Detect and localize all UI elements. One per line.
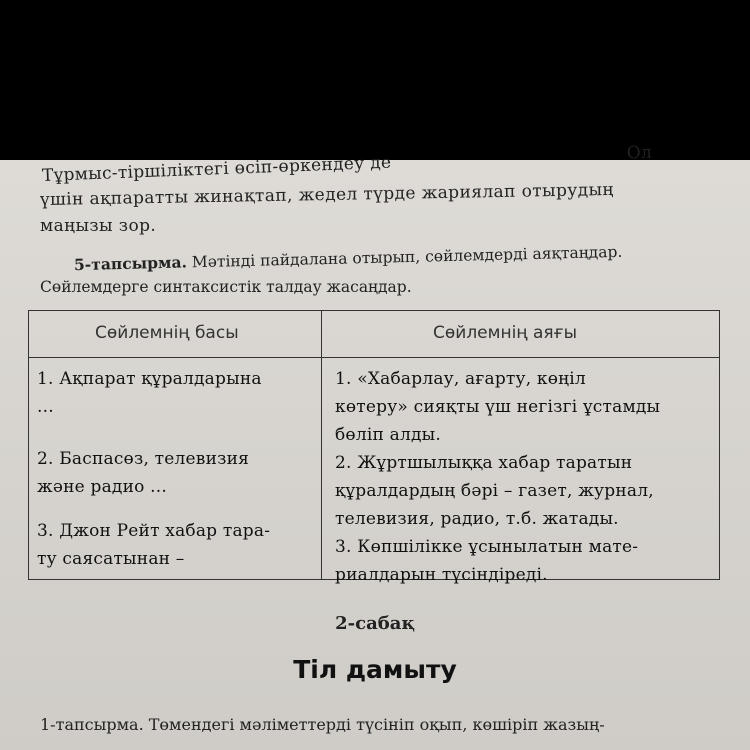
left-item-2: 2. Баспасөз, телевизия және радио ...	[37, 449, 250, 497]
sentence-table	[28, 310, 720, 585]
task5-label: 5-тапсырма.	[73, 252, 188, 275]
right-line-2: көтеру» сияқты үш негізгі ұстамды	[335, 397, 661, 417]
table-header-left: Сөйлемнің басы	[95, 323, 239, 343]
table-header-divider	[29, 357, 719, 358]
right-line-6: телевизия, радио, т.б. жатады.	[335, 509, 619, 529]
right-line-5: құралдардың бәрі – газет, журнал,	[335, 481, 654, 501]
right-line-3: бөліп алды.	[335, 425, 441, 445]
textbook-page	[0, 142, 750, 750]
task5-line-2: Сөйлемдерге синтаксистік талдау жасаңдар.	[40, 278, 412, 296]
section-title: Тіл дамыту	[293, 655, 457, 684]
task1-line: 1-тапсырма. Төмендегі мәліметтерді түсініп оқып, көшіріп жазың-	[40, 715, 605, 734]
left-item-3: 3. Джон Рейт хабар тара- ту саясатынан –	[37, 521, 271, 569]
right-line-1: 1. «Хабарлау, ағарту, көңіл	[335, 369, 586, 389]
paragraph-line-2: маңызы зор.	[40, 216, 157, 236]
table-column-divider	[321, 311, 322, 579]
paragraph-line-1: үшін ақпаратты жинақтап, жедел түрде жариялап отырудың	[39, 179, 614, 210]
task5-line-1	[40, 239, 720, 275]
right-line-8: риалдарын түсіндіреді.	[335, 565, 548, 585]
task5-instruction: Мәтінді пайдалана отырып, сөйлемдерді аяқтаңдар.	[191, 242, 623, 272]
left-item-1: 1. Ақпарат құралдарына ...	[37, 369, 262, 417]
lesson-heading: 2-сабақ	[335, 613, 415, 634]
top-text-line: Тұрмыс-тіршіліктегі өсіп-өркендеу де Ол	[41, 142, 653, 186]
right-line-4: 2. Жұртшылыққа хабар таратын	[335, 453, 633, 473]
table-header-right: Сөйлемнің аяғы	[433, 323, 578, 343]
right-items	[335, 365, 715, 589]
right-line-7: 3. Көпшілікке ұсынылатын мате-	[335, 537, 639, 557]
